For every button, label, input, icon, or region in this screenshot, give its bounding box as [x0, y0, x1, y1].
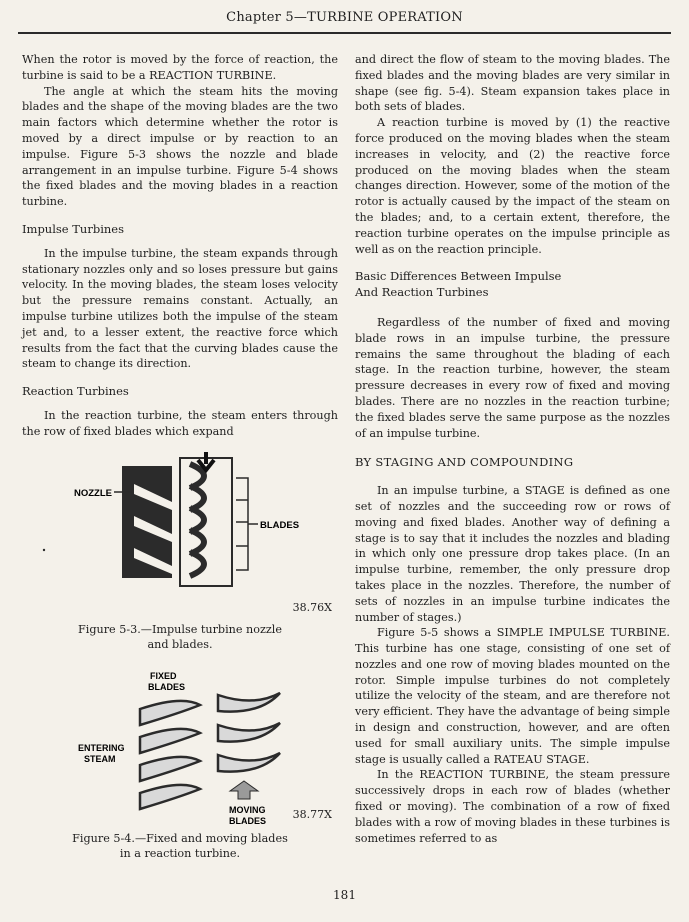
paragraph: The angle at which the steam hits the moving blades and the shape of the moving blades are the two main factors which determine whether the rotor is moved by a direct impulse or by reaction to an impulse. Figure 5-3 shows the nozzle and blade arrangement in an impulse turbine. Figure 5-4 shows the fixed blades and the moving blades in a reaction turbine.: [22, 84, 338, 209]
figure-5-4: [22, 665, 338, 831]
section-heading-staging: BY STAGING AND COMPOUNDING: [355, 455, 574, 470]
caption-line: Figure 5-3.—Impulse turbine nozzle: [78, 622, 282, 636]
paragraph: In an impulse turbine, a STAGE is defined as one set of nozzles and the succeeding row or rows of moving and fixed blades. Another way of defining a stage is to say that it includes the nozzles and blading in which only one pressure drop takes place. (In an impulse turbine, remember, the only pressure drop takes place in the nozzles. Therefore, the number of sets of nozzles in an impulse turbine indicates the number of stages.): [355, 484, 670, 624]
subheading-line: Basic Differences Between Impulse: [355, 269, 562, 284]
paragraph: A reaction turbine is moved by (1) the reactive force produced on the moving blades when the steam increases in velocity, and (2) the reactive force produced on the moving blades when the steam changes direction. However, some of the motion of the rotor is actually caused by the impact of the steam on the blades; and, to a certain extent, therefore, the reaction turbine operates on the impulse principle as well as on the reaction principle.: [355, 116, 670, 256]
paragraph: In the REACTION TURBINE, the steam pressure successively drops in each row of blades (whether fixed or moving). The combination of a row of fixed blades with a row of moving blades in these turbines is sometimes referred to as: [355, 768, 670, 845]
fixed-blades: [140, 700, 200, 808]
blades-bracket: [236, 478, 248, 570]
subheading-basic-differences: [355, 269, 670, 301]
paragraph: In the impulse turbine, the steam expands through stationary nozzles only and so loses pressure but gains velocity. In the moving blades, the steam loses velocity but the pressure remains constant. Actually, an impulse turbine utilizes both the impulse of the steam jet and, to a lesser extent, the reactive force which results from the fact that the curving blades cause the steam to change its direction.: [22, 246, 338, 371]
paragraph: Figure 5-5 shows a SIMPLE IMPULSE TURBINE. This turbine has one stage, consisting of one set of nozzles and one row of moving blades mounted on the rotor. Simple impulse turbines do not completely utilize the velocity of the steam, and are therefore not very efficient. They have the advantage of being simple in design and construction, however, and are often used for small auxiliary units. The simple impulse stage is usually called a RATEAU STAGE.: [355, 626, 670, 766]
paragraph: When the rotor is moved by the force of reaction, the turbine is said to be a REACTION TURBINE.: [22, 53, 338, 82]
subheading-impulse-turbines: Impulse Turbines: [22, 221, 124, 236]
figure-5-3: [22, 450, 338, 620]
moving-blades: [218, 693, 280, 772]
caption-line: Figure 5-4.—Fixed and moving blades: [72, 831, 288, 845]
caption-line: in a reaction turbine.: [119, 847, 241, 861]
moving-blades-label: MOVING: [229, 804, 266, 815]
figure-5-3-caption: [22, 622, 338, 653]
chapter-header: Chapter 5—TURBINE OPERATION: [18, 10, 671, 34]
fixed-blades-label: BLADES: [148, 681, 186, 692]
entering-steam-label: ENTERING: [78, 742, 125, 753]
paragraph: and direct the flow of steam to the moving blades. The fixed blades and the moving blades are very similar in shape (see fig. 5-4). Steam expansion takes place in both sets of blades.: [355, 53, 670, 114]
arrow-up-icon: [230, 781, 258, 799]
moving-blades: [190, 464, 204, 576]
figure-id: 38.77X: [292, 807, 332, 821]
reaction-blades-diagram: [22, 665, 338, 831]
figure-id: 38.76X: [292, 600, 332, 614]
figure-5-4-caption: [22, 831, 338, 862]
moving-blades-label: BLADES: [229, 815, 267, 826]
fixed-blades-label: FIXED: [150, 670, 177, 681]
page-number: 181: [333, 888, 356, 902]
paragraph: Regardless of the number of fixed and moving blade rows in an impulse turbine, the pressure remains the same throughout the blading of each stage. In the reaction turbine, however, the steam pressure decreases in every row of fixed and moving blades. There are no nozzles in the reaction turbine; the fixed blades serve the same purpose as the nozzles of an impulse turbine.: [355, 315, 670, 440]
right-column: [355, 52, 670, 846]
blades-label: BLADES: [260, 519, 300, 531]
subheading-line: And Reaction Turbines: [355, 285, 489, 300]
subheading-reaction-turbines: Reaction Turbines: [22, 384, 129, 399]
nozzle-label: NOZZLE: [74, 487, 112, 499]
caption-line: and blades.: [147, 638, 213, 652]
impulse-nozzle-diagram: [22, 450, 338, 600]
left-column: [22, 52, 338, 862]
paragraph: In the reaction turbine, the steam enters through the row of fixed blades which expand: [22, 408, 338, 438]
entering-steam-label: STEAM: [84, 753, 116, 764]
